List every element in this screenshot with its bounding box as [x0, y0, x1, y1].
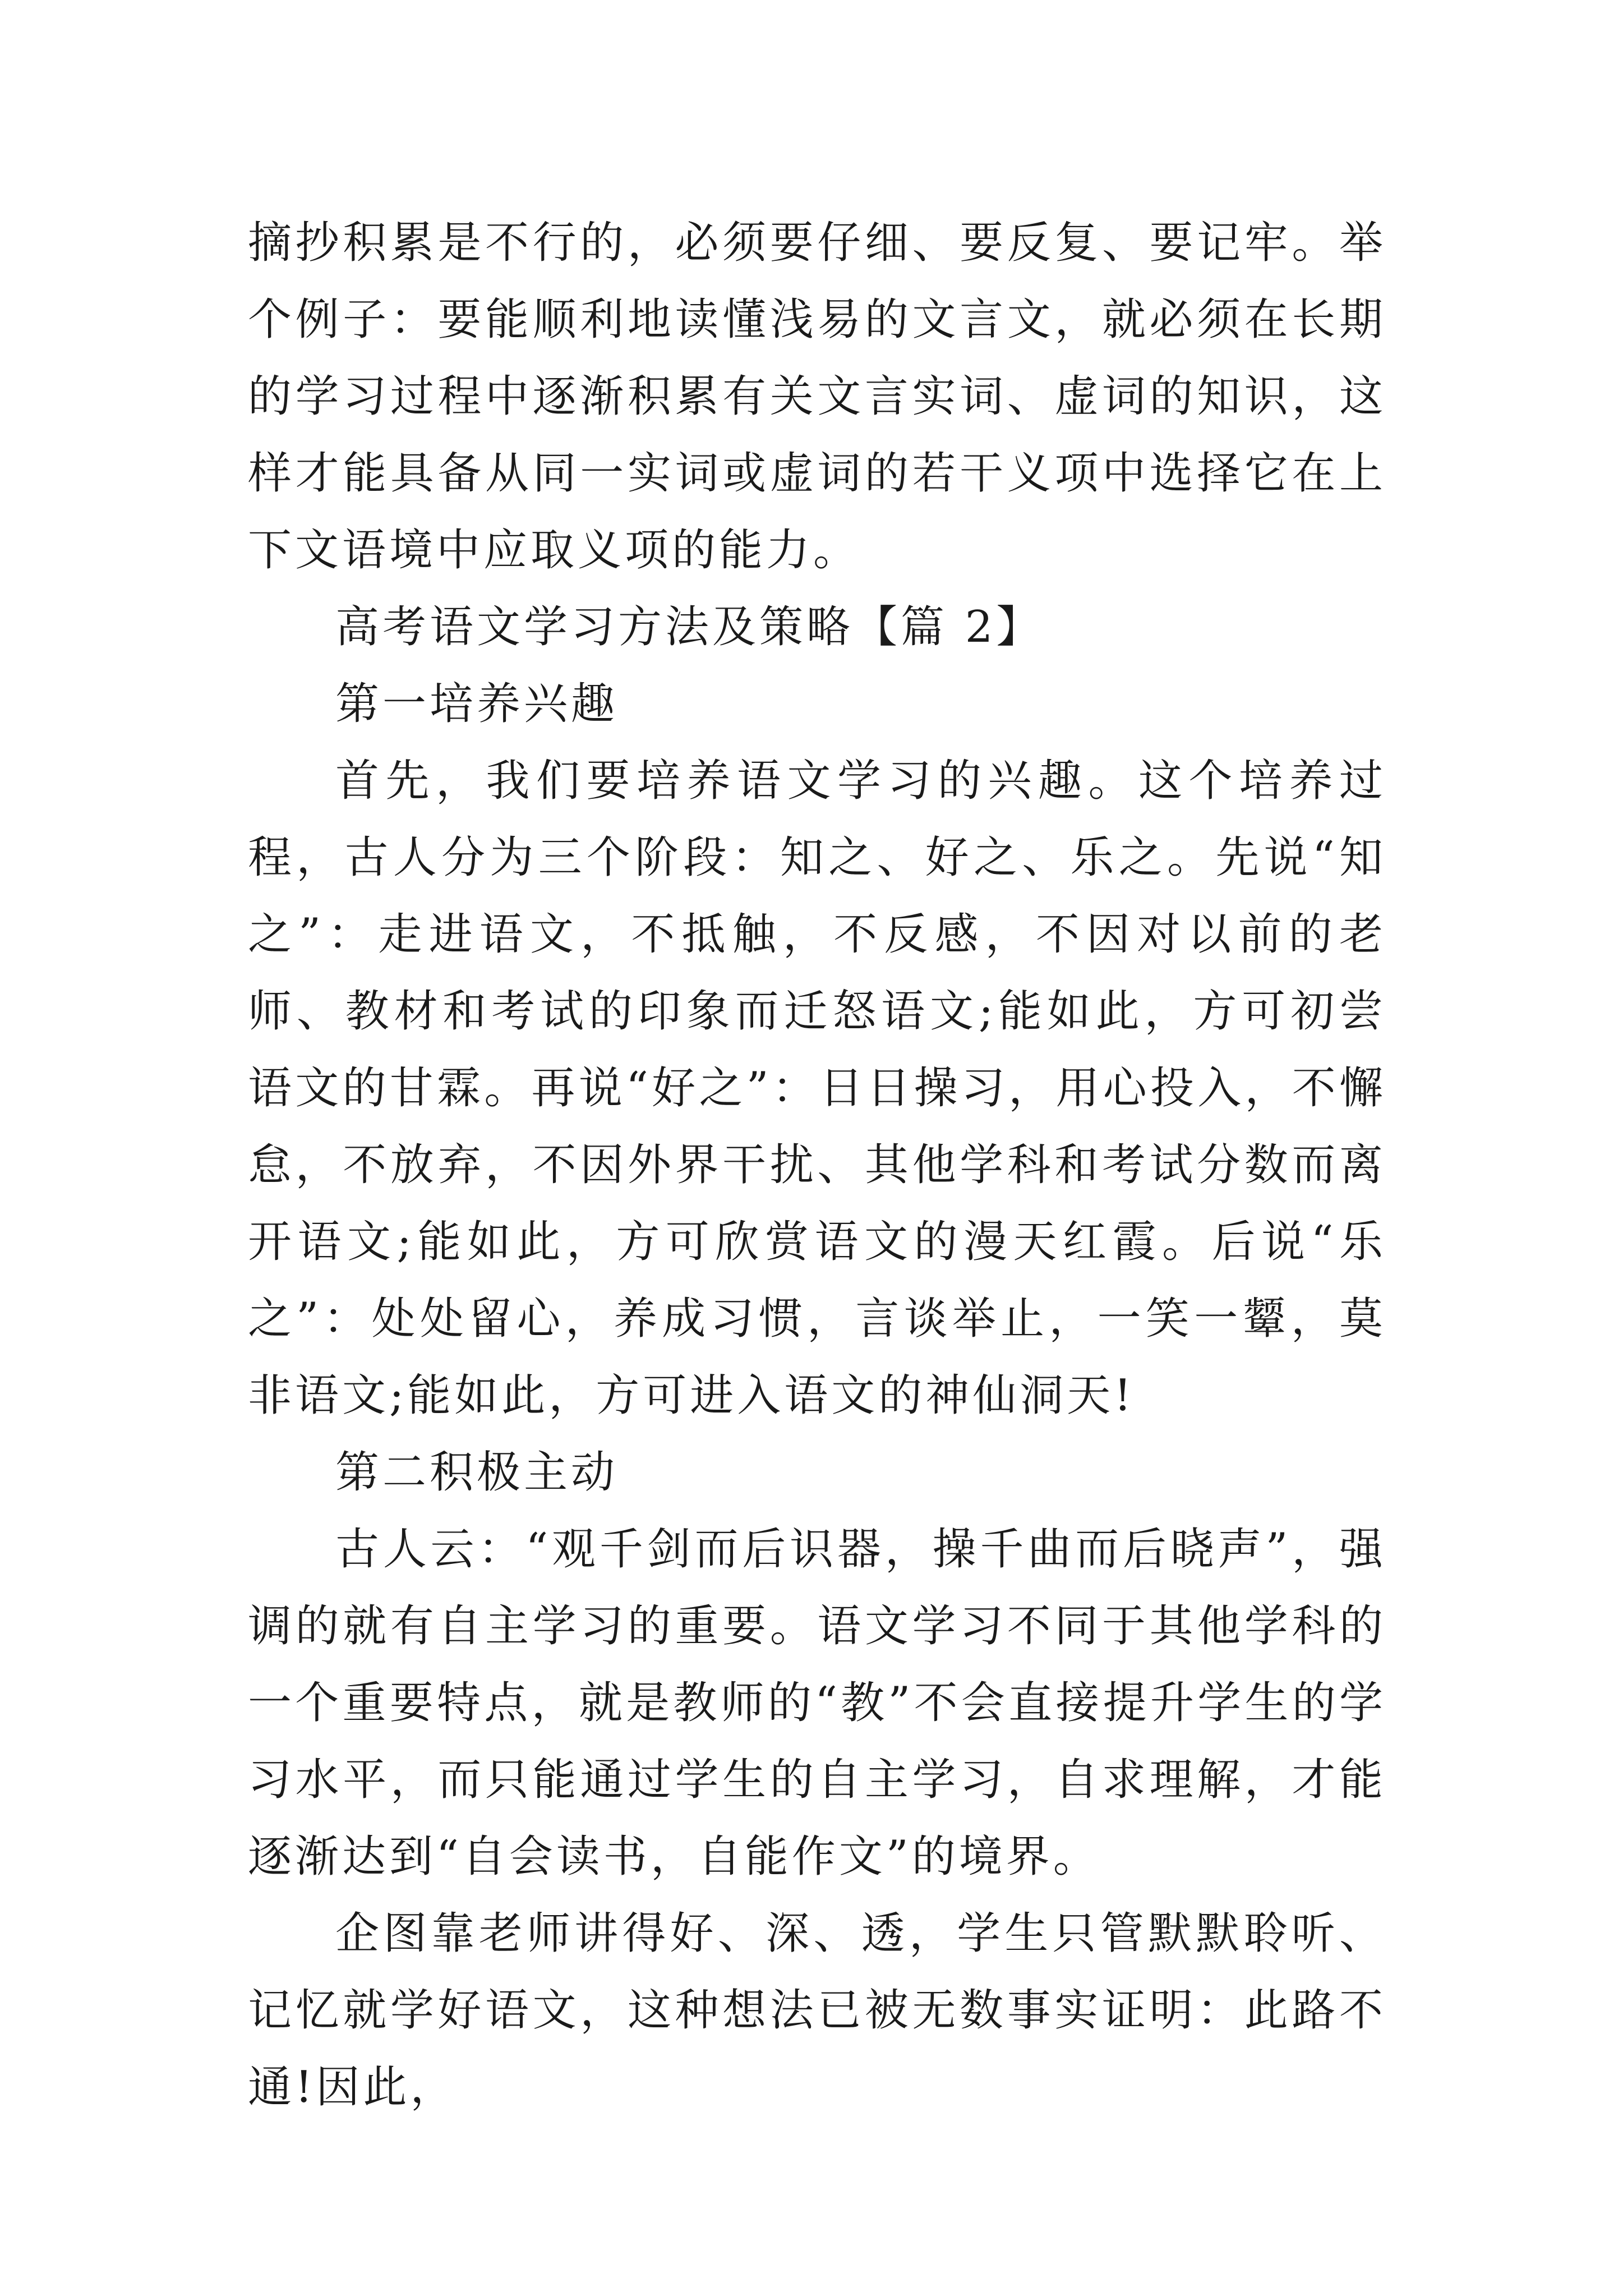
subheading-cultivate-interest: 第一培养兴趣 [335, 679, 619, 729]
document-body [248, 205, 1386, 2126]
paragraph-self-study: 古人云：“观千剑而后识器，操千曲而后晓声”，强调的就有自主学习的重要。语文学习不同于其他学科的一个重要特点，就是教师的“教”不会直接提升学生的学习水平，而只能通过学生的自主学习，自求理解，才能逐渐达到“自会读书，自能作文”的境界。 [248, 1524, 1386, 1882]
subheading-be-proactive: 第二积极主动 [335, 1447, 619, 1498]
paragraph-teacher-reliance: 企图靠老师讲得好、深、透，学生只管默默聆听、记忆就学好语文，这种想法已被无数事实证明：此路不通!因此， [248, 1908, 1386, 2113]
section-title: 高考语文学习方法及策略【篇 2】 [335, 602, 1044, 652]
paragraph-interest: 首先，我们要培养语文学习的兴趣。这个培养过程，古人分为三个阶段：知之、好之、乐之。先说“知之”：走进语文，不抵触，不反感，不因对以前的老师、教材和考试的印象而迁怒语文;能如此，方可初尝语文的甘霖。再说“好之”：日日操习，用心投入，不懈怠，不放弃，不因外界干扰、其他学科和考试分数而离开语文;能如此，方可欣赏语文的漫天红霞。后说“乐之”：处处留心，养成习惯，言谈举止，一笑一颦，莫非语文;能如此，方可进入语文的神仙洞天! [248, 756, 1386, 1421]
paragraph-continuation: 摘抄积累是不行的，必须要仔细、要反复、要记牢。举个例子：要能顺利地读懂浅易的文言文，就必须在长期的学习过程中逐渐积累有关文言实词、虚词的知识，这样才能具备从同一实词或虚词的若干义项中选择它在上下文语境中应取义项的能力。 [248, 218, 1386, 576]
